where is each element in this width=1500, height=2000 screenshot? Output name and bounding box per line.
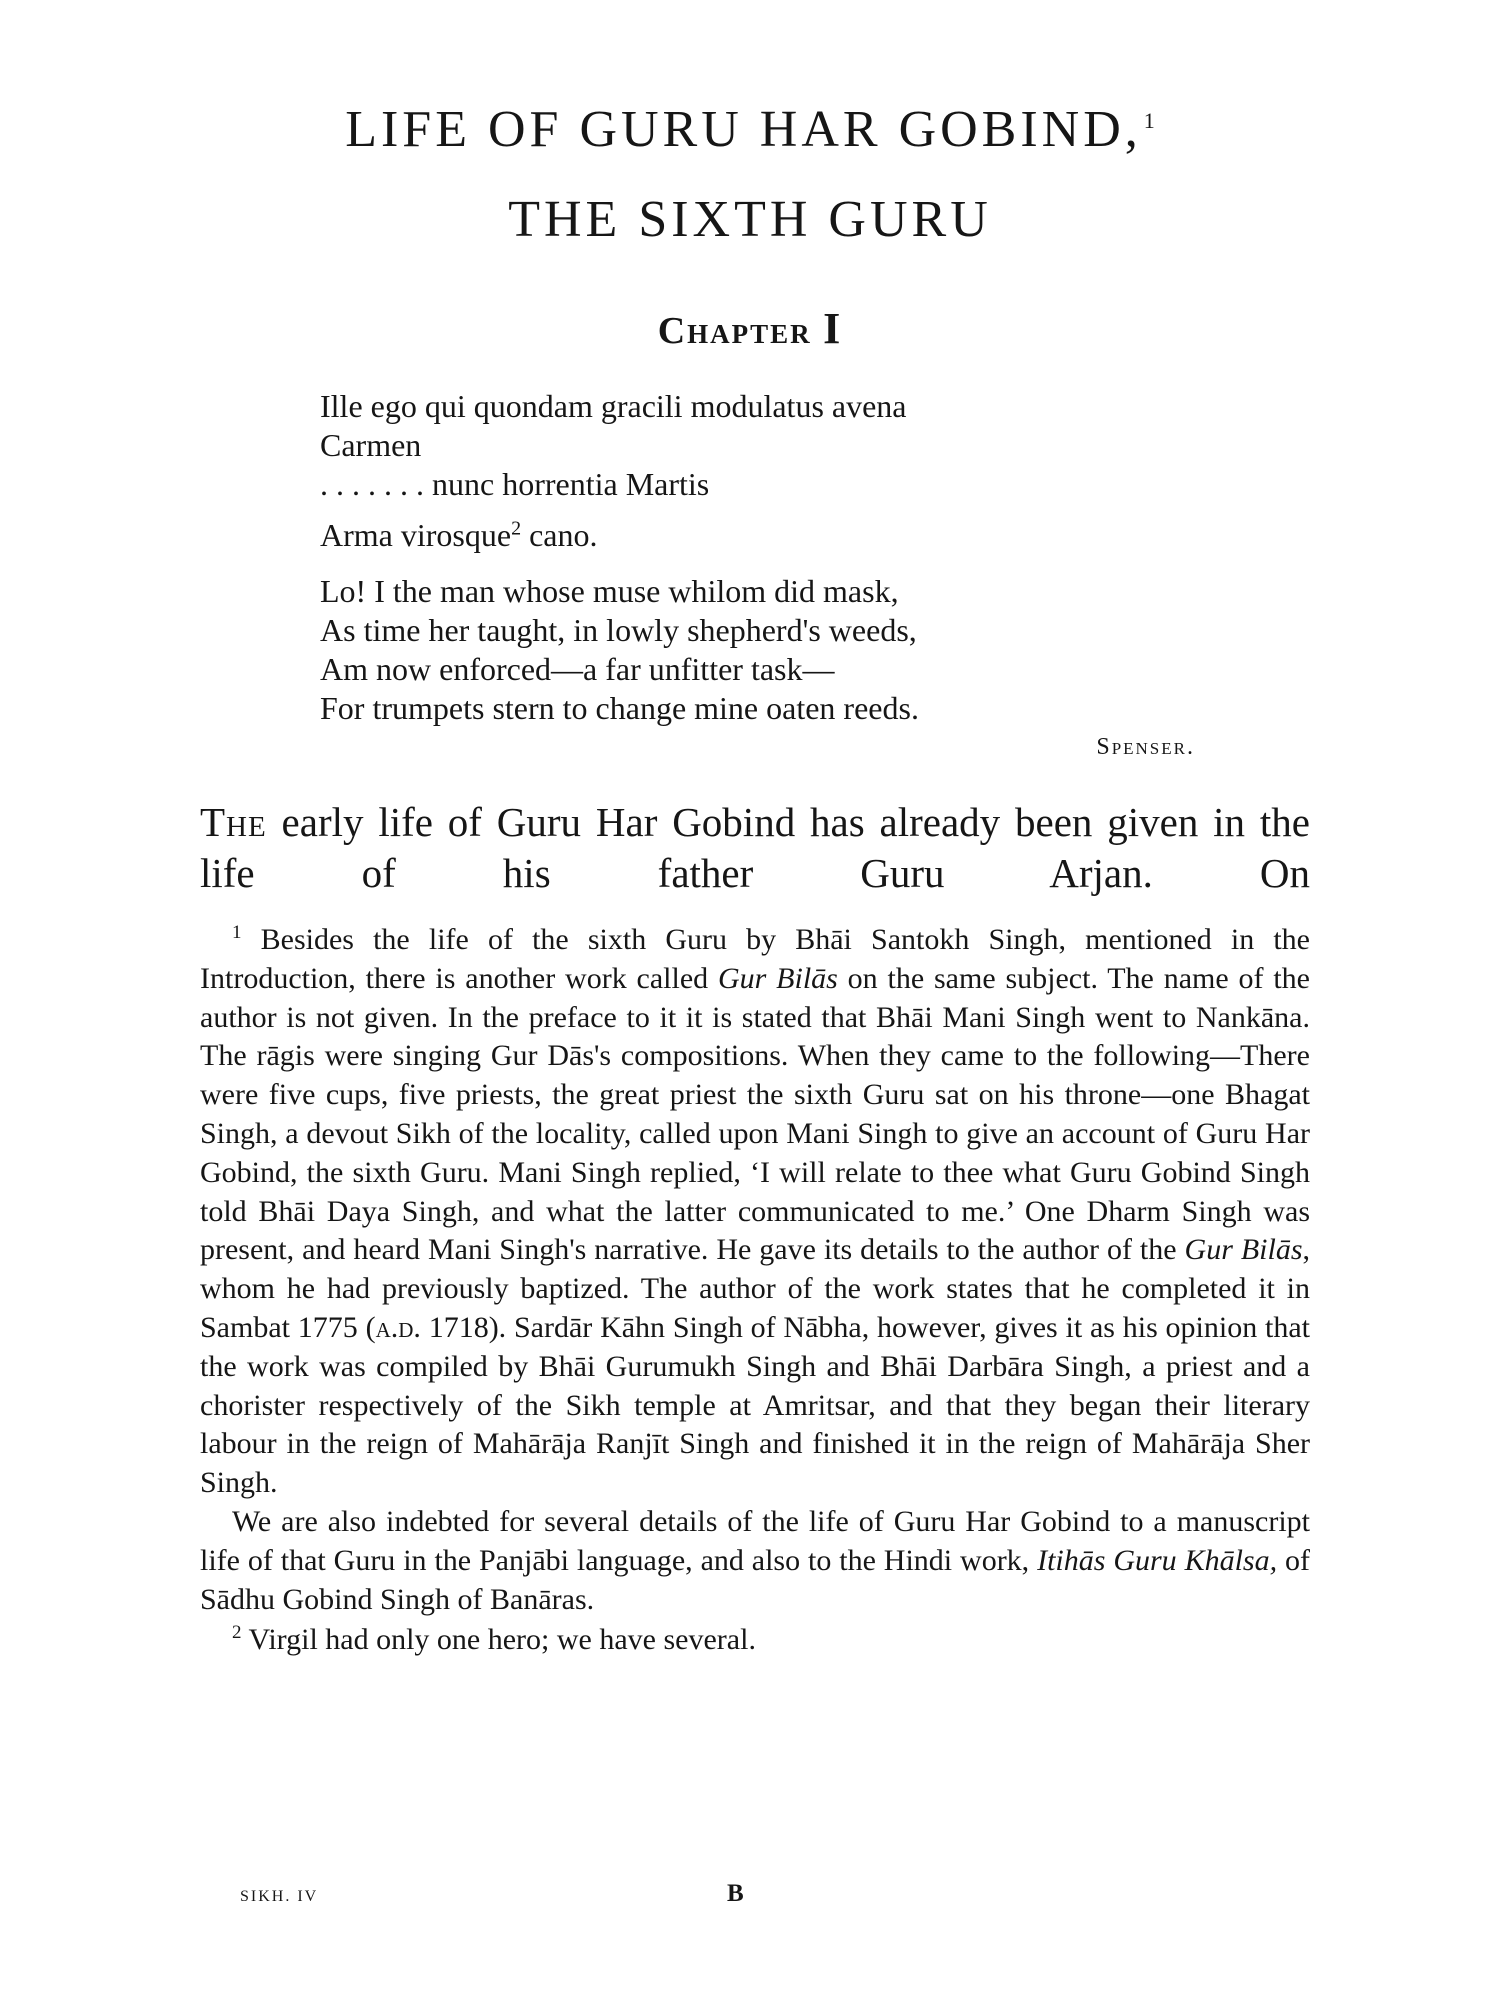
verse-line: . . . . . . . nunc horrentia Martis [320,466,710,502]
page-title-line-1 [0,100,1500,159]
verse-line: Lo! I the man whose muse whilom did mask, [320,573,899,609]
verse-line: Ille ego qui quondam gracili modulatus avena [320,388,907,424]
verse-line: Am now enforced—a far unfitter task— [320,651,835,687]
body-text: early life of Guru Har Gobind has already been given in the life of his father Guru Arjan. On [200,799,1310,896]
footnote-1: $^1$ Besides the life of the sixth Guru by Bhāi Santokh Singh, mentioned in the Introduction, there is another work called Gur Bilās on the same subject. The name of the author is not given. In the preface to it it is stated that Bhāi Mani Singh went to Nankāna. The rāgis were singing Gur Dās's compositions. When they came to the following—There were five cups, five priests, the great priest the sixth Guru sat on his throne—one Bhagat Singh, a devout Sikh of the locality, called upon Mani Singh to give an account of Guru Har Gobind, the sixth Guru. Mani Singh replied, ‘I will relate to thee what Guru Gobind Singh told Bhāi Daya Singh, and what the latter communicated to me.’ One Dharm Singh was present, and heard Mani Singh's narrative. He gave its details to the author of the Gur Bilās, whom he had previously baptized. The author of the work states that he completed it in Sambat 1775 (a.d. 1718). Sardār Kāhn Singh of Nābha, however, gives it as his opinion that the work was compiled by Bhāi Gurumukh Singh and Bhāi Darbāra Singh, a priest and a chorister respectively of the Sikh temple at Amritsar, and that they began their literary labour in the reign of Mahārāja Ranjīt Singh and finished it in the reign of Mahārāja Sher Singh. [200,922,1311,1500]
verse-line: For trumpets stern to change mine oaten reeds. [320,690,919,726]
title-footnote-mark: 1 [1143,107,1155,133]
signature-mark: SIKH. IV [240,1888,319,1905]
chapter-number: I [823,304,843,353]
signature-letter: B [727,1880,744,1907]
epigraph-attribution: Spenser. [1096,734,1195,760]
verse-line: Carmen [320,427,422,463]
title-text-1: LIFE OF GURU HAR GOBIND, [345,101,1142,158]
verse-line: As time her taught, in lowly shepherd's weeds, [320,612,917,648]
footnote-1-continued: We are also indebted for several details of the life of Guru Har Gobind to a manuscript life of that Guru in the Panjābi language, and also to the Hindi work, Itihās Guru Khālsa, of Sādhu Gobind Singh of Banāras. [200,1504,1310,1616]
chapter-heading [0,303,1500,354]
latin-epigraph [320,387,1200,555]
footnote-1-mark: 1 [232,922,242,943]
footnotes [200,921,1310,1660]
english-epigraph [320,572,1200,728]
footnote-mark-2: 2 [511,517,522,540]
footnote-2-mark: 2 [232,1622,242,1644]
body-first-word: The [200,799,267,845]
body-paragraph [200,797,1310,899]
footnote-2: $^2$ Virgil had only one hero; we have several. [232,1622,756,1657]
chapter-word: Chapter [657,310,812,352]
verse-line: Arma virosque$^2$ cano. [320,517,598,553]
page-title-line-2: THE SIXTH GURU [508,191,992,248]
